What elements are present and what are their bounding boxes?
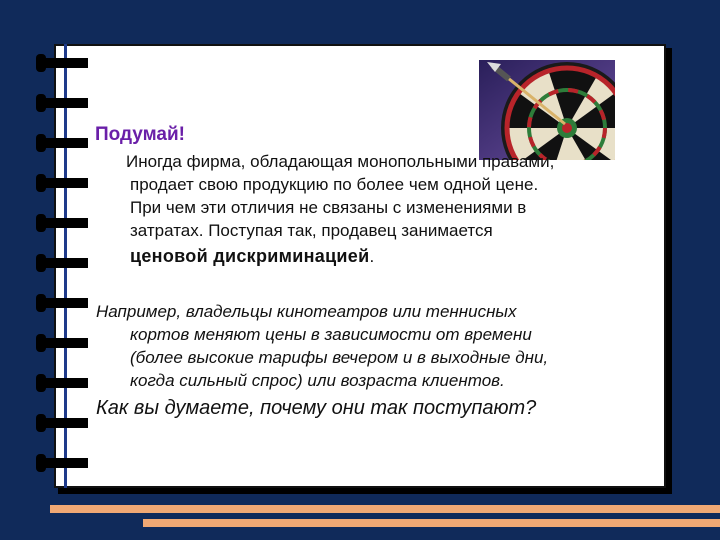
term-line <box>96 245 636 268</box>
binder-ring <box>36 214 46 232</box>
binder-ring-tab <box>46 378 88 388</box>
slide-title: Подумай! <box>95 124 185 145</box>
binder-ring-tab <box>46 98 88 108</box>
binder-ring <box>36 134 46 152</box>
binder-ring <box>36 54 46 72</box>
paragraph-line: кортов меняют цены в зависимости от времени <box>130 325 532 344</box>
binder-ring <box>36 454 46 472</box>
binder-ring-tab <box>46 418 88 428</box>
binder-ring <box>36 294 46 312</box>
binder-ring <box>36 334 46 352</box>
binder-ring <box>36 94 46 112</box>
binder-ring-tab <box>46 178 88 188</box>
accent-stripe <box>143 519 720 527</box>
binder-ring-tab <box>46 258 88 268</box>
paragraph-line: (более высокие тарифы вечером и в выходные дни, <box>130 348 549 367</box>
binder-ring <box>36 414 46 432</box>
binder-ring <box>36 174 46 192</box>
key-term: ценовой дискриминацией <box>130 246 370 266</box>
binder-ring <box>36 254 46 272</box>
paragraph-line: Например, владельцы кинотеатров или теннисных <box>96 302 517 321</box>
paragraph-definition <box>96 150 636 268</box>
paragraph-example <box>96 300 656 392</box>
discussion-question: Как вы думаете, почему они так поступают? <box>96 397 537 419</box>
binder-ring <box>36 374 46 392</box>
binder-ring-tab <box>46 298 88 308</box>
term-suffix: . <box>369 247 375 266</box>
binder-ring-tab <box>46 338 88 348</box>
dartboard-icon <box>479 60 615 160</box>
accent-stripe <box>50 505 720 513</box>
paragraph-line: Иногда фирма, обладающая монопольными правами, <box>126 152 555 171</box>
binder-ring-tab <box>46 218 88 228</box>
paragraph-line: когда сильный спрос) или возраста клиентов. <box>130 371 505 390</box>
binder-ring-tab <box>46 458 88 468</box>
paragraph-line: При чем эти отличия не связаны с изменениями в <box>130 198 527 217</box>
binder-ring-tab <box>46 138 88 148</box>
binder-ring-tab <box>46 58 88 68</box>
paragraph-line: затратах. Поступая так, продавец занимается <box>130 221 493 240</box>
paragraph-line: продает свою продукцию по более чем одной цене. <box>130 175 539 194</box>
